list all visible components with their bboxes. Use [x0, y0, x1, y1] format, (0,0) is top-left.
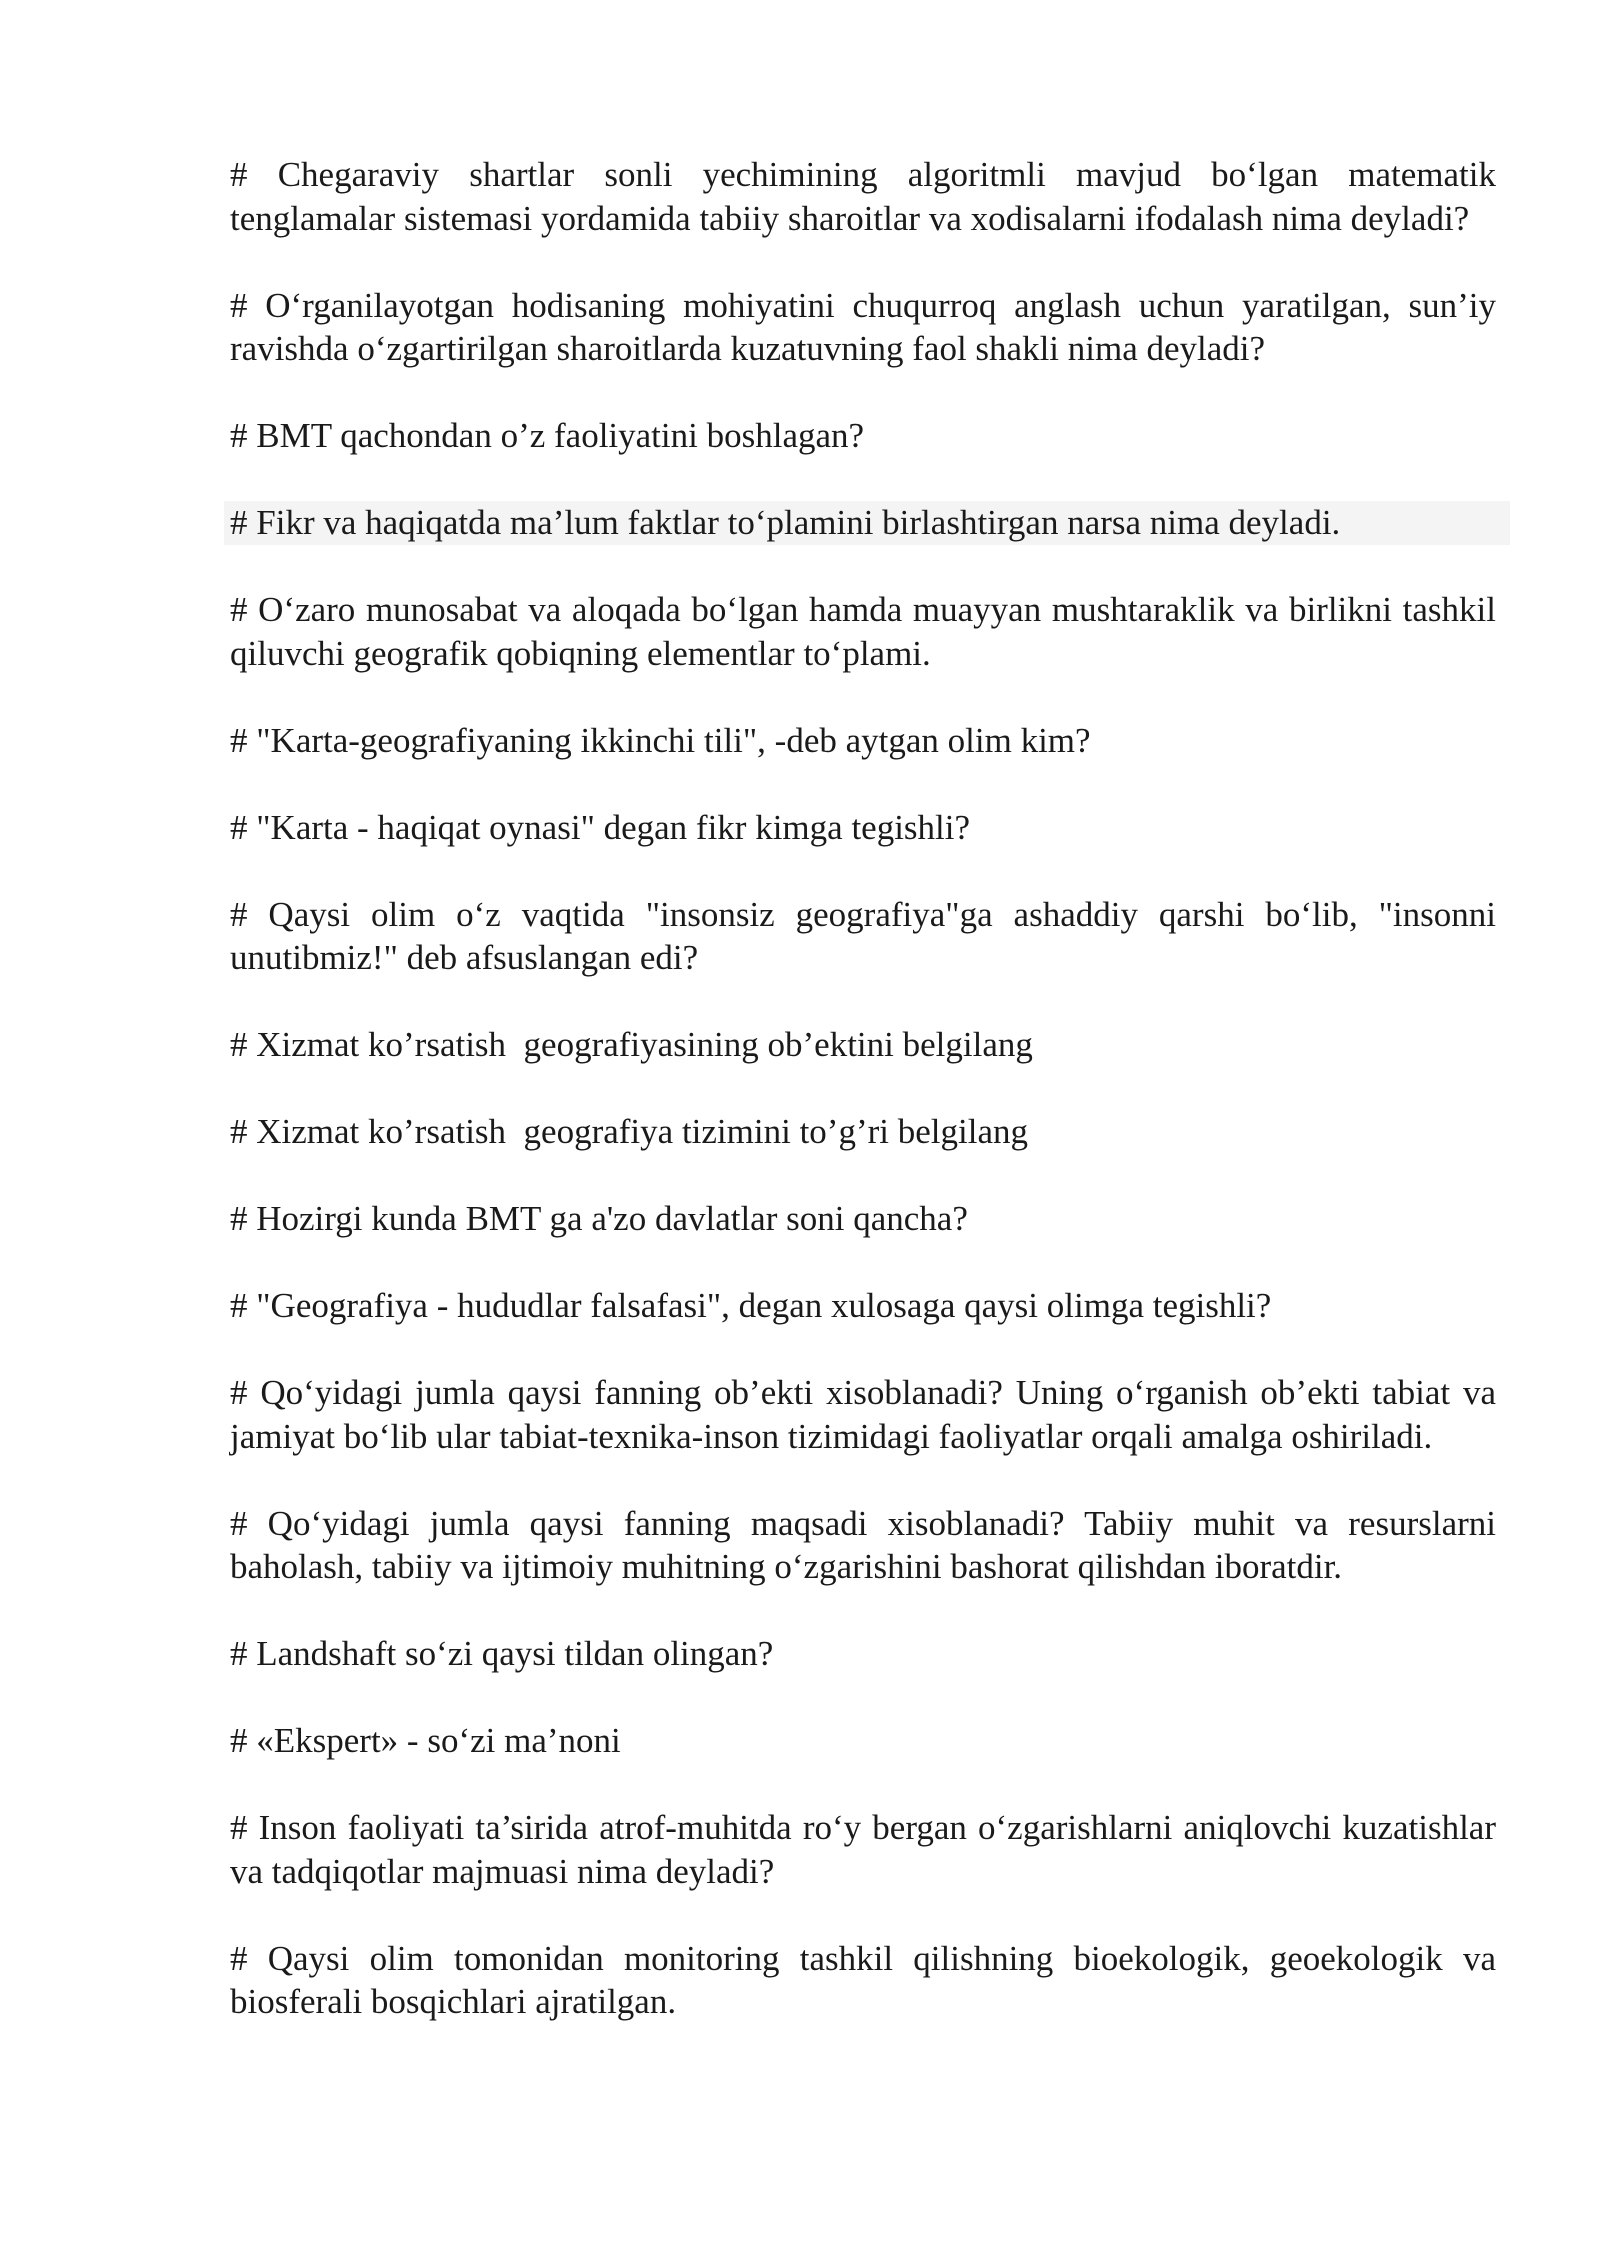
question-11: # Hozirgi kunda BMT ga a'zo davlatlar soni qancha? [230, 1199, 968, 1238]
question-16: # «Ekspert» - so‘zi ma’noni [230, 1721, 621, 1760]
question-8: # Qaysi olim o‘z vaqtida "insonsiz geografiya"ga ashaddiy qarshi bo‘lib, "insonni unutibmiz!" deb afsuslangan edi? [230, 894, 1496, 977]
question-10: # Xizmat ko’rsatish geografiya tizimini to’g’ri belgilang [230, 1112, 1028, 1151]
question-5: # O‘zaro munosabat va aloqada bo‘lgan hamda muayyan mushtaraklik va birlikni tashkil qiluvchi geografik qobiqning elementlar to‘plami. [230, 590, 1496, 673]
question-1: # Chegaraviy shartlar sonli yechimining algoritmli mavjud bo‘lgan matematik tenglamalar sistemasi yordamida tabiiy sharoitlar va xodisalarni ifodalash nima deyladi? [230, 155, 1496, 238]
question-9: # Xizmat ko’rsatish geografiyasining ob’ektini belgilang [230, 1025, 1033, 1064]
question-6: # "Karta-geografiyaning ikkinchi tili", -deb aytgan olim kim? [230, 720, 1091, 760]
question-17: # Inson faoliyati ta’sirida atrof-muhitda ro‘y bergan o‘zgarishlarni aniqlovchi kuzatishlar va tadqiqotlar majmuasi nima deyladi? [230, 1808, 1496, 1891]
question-15: # Landshaft so‘zi qaysi tildan olingan? [230, 1634, 774, 1673]
question-4: # Fikr va haqiqatda ma’lum faktlar to‘plamini birlashtirgan narsa nima deyladi. [224, 501, 1510, 545]
question-18: # Qaysi olim tomonidan monitoring tashkil qilishning bioekologik, geoekologik va biosferali bosqichlari ajratilgan. [230, 1938, 1496, 2021]
question-2: # O‘rganilayotgan hodisaning mohiyatini chuqurroq anglash uchun yaratilgan, sun’iy ravishda o‘zgartirilgan sharoitlarda kuzatuvning faol shakli nima deyladi? [230, 285, 1496, 368]
question-3: # BMT qachondan o’z faoliyatini boshlagan? [230, 416, 865, 455]
question-13: # Qo‘yidagi jumla qaysi fanning ob’ekti xisoblanadi? Uning o‘rganish ob’ekti tabiat va jamiyat bo‘lib ular tabiat-texnika-inson tizimidagi faoliyatlar orqali amalga oshiriladi. [230, 1373, 1496, 1456]
question-12: # "Geografiya - hududlar falsafasi", degan xulosaga qaysi olimga tegishli? [230, 1286, 1272, 1325]
document-page [230, 153, 1496, 2067]
question-14: # Qo‘yidagi jumla qaysi fanning maqsadi xisoblanadi? Tabiiy muhit va resurslarni baholash, tabiiy va ijtimoiy muhitning o‘zgarishini bashorat qilishdan iboratdir. [230, 1503, 1496, 1586]
question-7: # "Karta - haqiqat oynasi" degan fikr kimga tegishli? [230, 807, 971, 847]
